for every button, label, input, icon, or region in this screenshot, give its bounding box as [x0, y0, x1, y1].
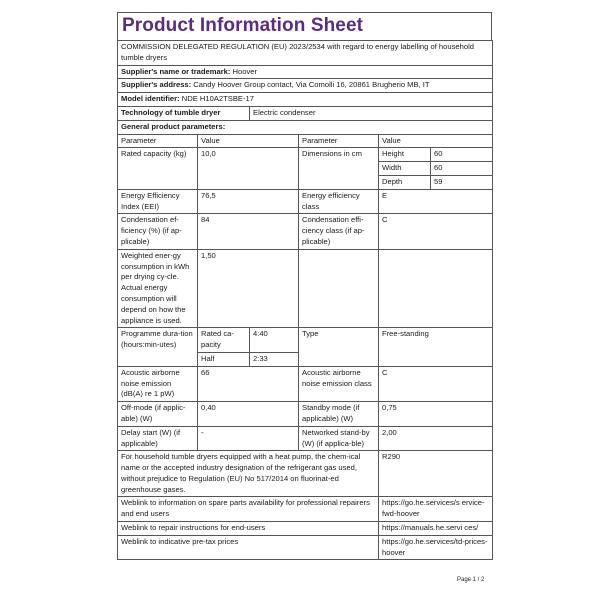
noise-class-label: Acoustic airborne noise emission class	[299, 366, 379, 401]
noise-emission-label: Acoustic airborne noise emission (dB(A) re 1 pW)	[118, 366, 198, 401]
page-number: Page 1 / 2	[457, 577, 485, 583]
address-row	[118, 79, 493, 93]
regulation-text: COMMISSION DELEGATED REGULATION (EU) 2023/2534 with regard to energy labelling of household tumble dryers	[118, 41, 493, 66]
width-value: 60	[431, 162, 493, 176]
weighted-energy-value: 1,50	[198, 249, 299, 328]
condensation-class-value: C	[379, 214, 493, 249]
header-value-left: Value	[198, 134, 299, 148]
info-table	[117, 40, 493, 560]
depth-value: 59	[431, 175, 493, 189]
dimensions-label: Dimensions in cm	[299, 148, 379, 189]
programme-rated-value: 4:40	[250, 328, 299, 353]
depth-label: Depth	[379, 175, 431, 189]
condensation-efficiency-value: 84	[198, 214, 299, 249]
supplier-value: Hoover	[232, 66, 258, 76]
header-value-right: Value	[379, 134, 493, 148]
spare-parts-link[interactable]: https://go.he.services/s ervice-fwd-hoover	[379, 497, 493, 522]
spare-parts-label: Weblink to information on spare parts availability for professional repairers and end users	[118, 497, 379, 522]
address-label: Supplier's address:	[121, 80, 192, 90]
off-mode-label: Off-mode (if applic-able) (W)	[118, 402, 198, 427]
delay-start-label: Delay start (W) (if applicable)	[118, 426, 198, 451]
programme-rated-capacity-label: Rated ca-pacity	[198, 328, 250, 353]
refrigerant-label: For household tumble dryers equipped with a heat pump, the chem-ical name or the accepted industry designation of the refrigerant gas used, without prejudice to Regulation (EU) No 517/2014 on fluorinat-ed greenhouse gases.	[118, 451, 379, 497]
address-value: Candy Hoover Group contact, Via Comolli 16, 20861 Brugherio MB, IT	[193, 80, 430, 90]
condensation-class-label: Condensation effi-ciency class (if ap-plicable)	[299, 214, 379, 249]
rated-capacity-value: 10,0	[198, 148, 299, 189]
type-value: Free-standing	[379, 328, 493, 366]
prices-label: Weblink to indicative pre-tax prices	[118, 535, 379, 560]
delay-start-value: -	[198, 426, 299, 451]
programme-duration-label: Programme dura-tion (hours:min-utes)	[118, 328, 198, 366]
height-value: 60	[431, 148, 493, 162]
general-params-heading: General product parameters:	[118, 120, 493, 134]
model-value: NDE H10A2TSBE-17	[181, 94, 254, 104]
height-label: Height	[379, 148, 431, 162]
prices-link[interactable]: https://go.he.services/td-prices-hoover	[379, 535, 493, 560]
repair-instructions-link[interactable]: https://manuals.he.servi ces/	[379, 522, 493, 536]
empty-cell	[379, 249, 493, 328]
supplier-row	[118, 65, 493, 79]
technology-value: Electric condenser	[250, 106, 493, 120]
weighted-energy-label: Weighted ener-gy consumption in kWh per drying cy-cle. Actual energy consumption will depend on how the appliance is used.	[118, 249, 198, 328]
supplier-label: Supplier's name or trademark:	[121, 66, 231, 76]
standby-label: Standby mode (if applicable) (W)	[299, 402, 379, 427]
header-parameter-left: Parameter	[118, 134, 198, 148]
type-label: Type	[299, 328, 379, 366]
networked-standby-label: Networked stand-by (W) (if applica-ble)	[299, 426, 379, 451]
energy-class-value: E	[379, 189, 493, 214]
eei-label: Energy Efficiency Index (EEI)	[118, 189, 198, 214]
product-information-sheet	[117, 12, 492, 560]
standby-value: 0,75	[379, 402, 493, 427]
programme-half-value: 2:33	[250, 352, 299, 366]
noise-class-value: C	[379, 366, 493, 401]
page-title: Product Information Sheet	[122, 15, 364, 36]
eei-value: 76,5	[198, 189, 299, 214]
technology-label: Technology of tumble dryer	[118, 106, 250, 120]
rated-capacity-label: Rated capacity (kg)	[118, 148, 198, 189]
noise-emission-value: 66	[198, 366, 299, 401]
networked-standby-value: 2,00	[379, 426, 493, 451]
empty-cell	[299, 249, 379, 328]
off-mode-value: 0,40	[198, 402, 299, 427]
repair-instructions-label: Weblink to repair instructions for end-users	[118, 522, 379, 536]
condensation-efficiency-label: Condensation ef-ficiency (%) (if ap-plicable)	[118, 214, 198, 249]
model-row	[118, 93, 493, 107]
model-label: Model identifier:	[121, 94, 180, 104]
refrigerant-value: R290	[379, 451, 493, 497]
programme-half-label: Half	[198, 352, 250, 366]
header-parameter-right: Parameter	[299, 134, 379, 148]
title-box	[117, 12, 492, 40]
energy-class-label: Energy efficiency class	[299, 189, 379, 214]
width-label: Width	[379, 162, 431, 176]
